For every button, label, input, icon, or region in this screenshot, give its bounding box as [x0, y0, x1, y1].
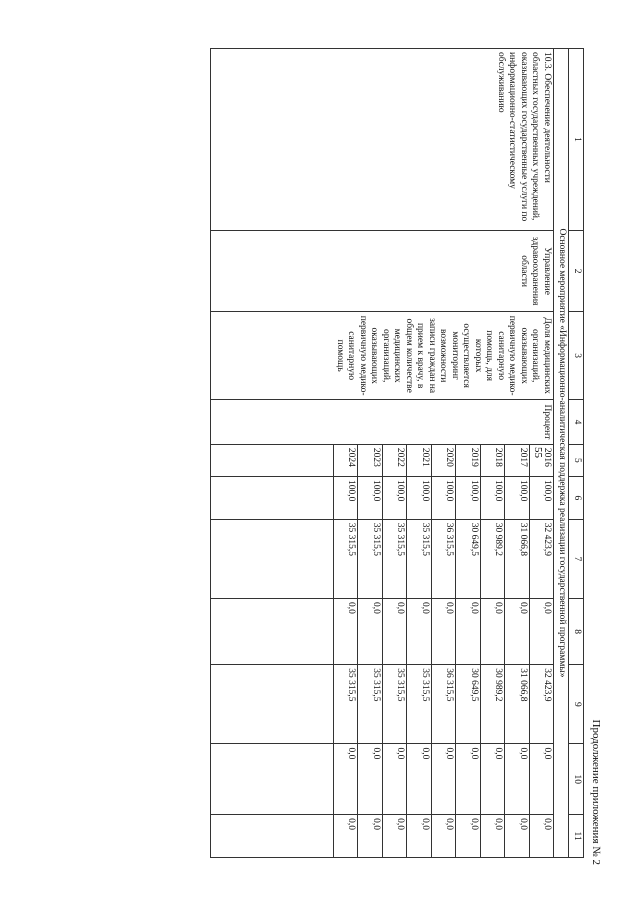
column-number: 5 — [569, 444, 584, 476]
indicator-cell: Доля медицинских организаций, оказывающих первичную медико-санитарную помощь, для которых осуществляется мониторинг возможности записи граждан на прием к врачу, в общем количестве медицинских организаций, оказывающих первичную медико-санитарную помощь — [211, 312, 554, 400]
empty-cell — [211, 815, 334, 858]
column-number: 1 — [569, 49, 584, 231]
year-cell: 2017 — [505, 444, 529, 476]
table-row — [529, 49, 553, 858]
regional-cell: 35 315,5 — [334, 665, 359, 744]
value-cell: 100,0 — [358, 476, 382, 519]
total-cell: 35 315,5 — [334, 519, 359, 598]
column-number: 7 — [569, 519, 584, 598]
other-cell: 0,0 — [382, 815, 406, 858]
other-cell: 0,0 — [505, 815, 529, 858]
local-cell: 0,0 — [431, 744, 455, 815]
total-cell: 31 066,8 — [505, 519, 529, 598]
regional-cell: 36 315,5 — [431, 665, 455, 744]
regional-cell: 30 649,5 — [456, 665, 480, 744]
total-cell: 30 649,5 — [456, 519, 480, 598]
value-cell: 100,0 — [480, 476, 504, 519]
local-cell: 0,0 — [382, 744, 406, 815]
local-cell: 0,0 — [529, 744, 553, 815]
section-title: Основное мероприятие «Информационно-аналитическая поддержка реализации государственной программы» — [554, 49, 569, 858]
year-cell: 2022 — [382, 444, 406, 476]
federal-cell: 0,0 — [480, 598, 504, 664]
value-cell: 100,0 — [382, 476, 406, 519]
column-number: 9 — [569, 665, 584, 744]
column-number-row — [569, 49, 584, 858]
value-cell: 100,0 — [505, 476, 529, 519]
empty-cell — [211, 744, 334, 815]
total-cell: 36 315,5 — [431, 519, 455, 598]
data-table — [210, 48, 584, 858]
federal-cell: 0,0 — [505, 598, 529, 664]
year-cell: 2021 — [407, 444, 431, 476]
regional-cell: 32 423,9 — [529, 665, 553, 744]
local-cell: 0,0 — [334, 744, 359, 815]
regional-cell: 31 066,8 — [505, 665, 529, 744]
local-cell: 0,0 — [480, 744, 504, 815]
value-cell: 100,0 — [456, 476, 480, 519]
federal-cell: 0,0 — [529, 598, 553, 664]
federal-cell: 0,0 — [456, 598, 480, 664]
federal-cell: 0,0 — [431, 598, 455, 664]
column-number: 11 — [569, 815, 584, 858]
local-cell: 0,0 — [407, 744, 431, 815]
year-cell: 2019 — [456, 444, 480, 476]
section-row — [554, 49, 569, 858]
column-number: 8 — [569, 598, 584, 664]
other-cell: 0,0 — [529, 815, 553, 858]
local-cell: 0,0 — [456, 744, 480, 815]
other-cell: 0,0 — [407, 815, 431, 858]
total-cell: 35 315,5 — [358, 519, 382, 598]
empty-cell — [211, 519, 334, 598]
activity-name: 10.3. Обеспечение деятельности областных государственных учреждений, оказывающих государственные услуги по информационно-статистическому обслуживанию — [211, 49, 554, 231]
page-number: 55 — [532, 447, 544, 458]
total-cell: 35 315,5 — [382, 519, 406, 598]
value-cell: 100,0 — [334, 476, 359, 519]
year-cell: 2024 — [334, 444, 359, 476]
other-cell: 0,0 — [334, 815, 359, 858]
regional-cell: 35 315,5 — [358, 665, 382, 744]
regional-cell: 35 315,5 — [407, 665, 431, 744]
federal-cell: 0,0 — [358, 598, 382, 664]
column-number: 6 — [569, 476, 584, 519]
executor-cell: Управление здравоохранения области — [211, 230, 554, 311]
empty-cell — [211, 444, 334, 476]
column-number: 10 — [569, 744, 584, 815]
federal-cell: 0,0 — [382, 598, 406, 664]
other-cell: 0,0 — [358, 815, 382, 858]
other-cell: 0,0 — [480, 815, 504, 858]
empty-cell — [211, 598, 334, 664]
local-cell: 0,0 — [505, 744, 529, 815]
continuation-label: Продолжение приложения № 2 — [590, 719, 602, 865]
column-number: 3 — [569, 312, 584, 400]
total-cell: 30 989,2 — [480, 519, 504, 598]
year-cell: 2016 — [529, 444, 553, 476]
year-cell: 2018 — [480, 444, 504, 476]
regional-cell: 35 315,5 — [382, 665, 406, 744]
year-cell: 2020 — [431, 444, 455, 476]
total-cell: 35 315,5 — [407, 519, 431, 598]
other-cell: 0,0 — [431, 815, 455, 858]
federal-cell: 0,0 — [334, 598, 359, 664]
empty-cell — [211, 476, 334, 519]
year-cell: 2023 — [358, 444, 382, 476]
local-cell: 0,0 — [358, 744, 382, 815]
value-cell: 100,0 — [407, 476, 431, 519]
column-number: 4 — [569, 400, 584, 445]
federal-cell: 0,0 — [407, 598, 431, 664]
unit-cell: Процент — [211, 400, 554, 445]
column-number: 2 — [569, 230, 584, 311]
value-cell: 100,0 — [529, 476, 553, 519]
empty-cell — [211, 665, 334, 744]
value-cell: 100,0 — [431, 476, 455, 519]
other-cell: 0,0 — [456, 815, 480, 858]
total-cell: 32 423,9 — [529, 519, 553, 598]
regional-cell: 30 989,2 — [480, 665, 504, 744]
